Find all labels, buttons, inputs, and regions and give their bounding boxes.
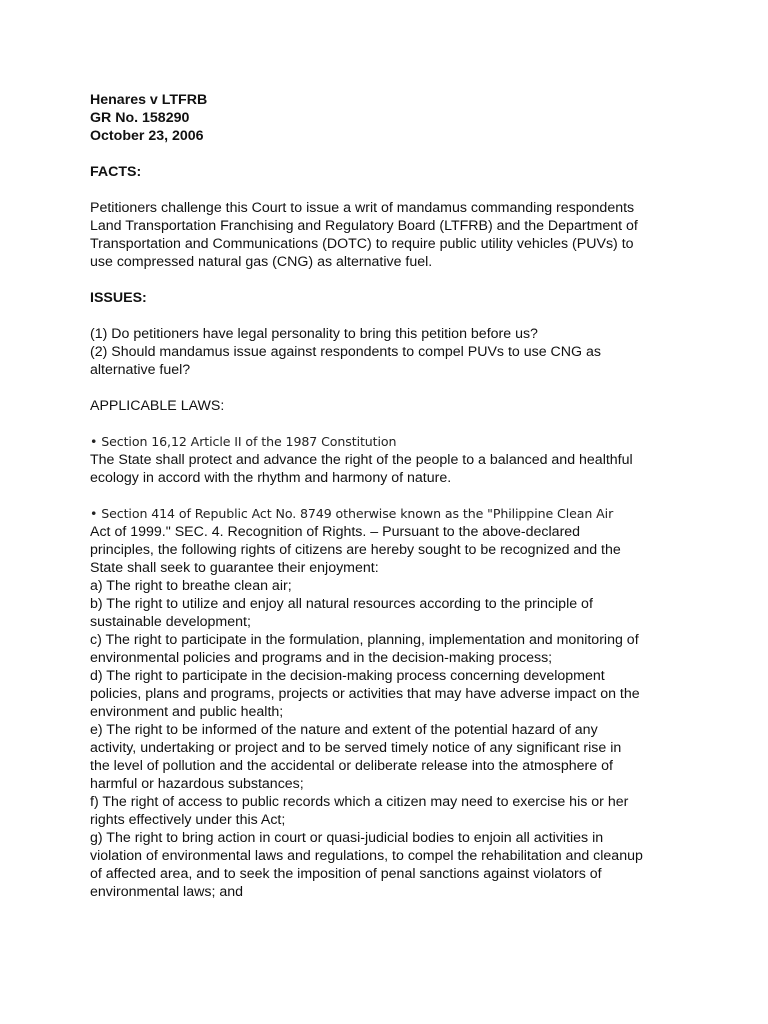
law-citation-end: Act of 1999." bbox=[90, 524, 171, 540]
facts-line: use compressed natural gas (CNG) as alternative fuel. bbox=[90, 254, 433, 270]
law-clean-air-act bbox=[90, 505, 690, 901]
right-item: f) The right of access to public records which a citizen may need to exercise his or her bbox=[90, 794, 629, 810]
issue-line: (2) Should mandamus issue against respondents to compel PUVs to use CNG as bbox=[90, 344, 602, 360]
issues-heading: ISSUES: bbox=[90, 290, 147, 306]
right-item: d) The right to participate in the decision-making process concerning development bbox=[90, 668, 605, 684]
issue-line: alternative fuel? bbox=[90, 362, 191, 378]
facts-line: Transportation and Communications (DOTC) to require public utility vehicles (PUVs) to bbox=[90, 236, 634, 252]
right-item: harmful or hazardous substances; bbox=[90, 776, 304, 792]
law-citation-continued bbox=[90, 523, 690, 541]
law-citation: • Section 16,12 Article II of the 1987 Constitution bbox=[90, 434, 397, 449]
right-item: of affected area, and to seek the imposition of penal sanctions against violators of bbox=[90, 866, 602, 882]
law-constitution bbox=[90, 433, 690, 487]
right-item: violation of environmental laws and regulations, to compel the rehabilitation and cleanup bbox=[90, 848, 643, 864]
law-citation: • Section 414 of Republic Act No. 8749 otherwise known as the "Philippine Clean Air bbox=[90, 506, 614, 521]
law-text-line: State shall seek to guarantee their enjoyment: bbox=[90, 560, 379, 576]
document-page bbox=[90, 91, 690, 901]
right-item: activity, undertaking or project and to be served timely notice of any significant rise in bbox=[90, 740, 622, 756]
case-title: Henares v LTFRB bbox=[90, 92, 208, 108]
sec4-heading: SEC. 4. Recognition of Rights. – Pursuant to the above-declared bbox=[170, 524, 581, 540]
right-item: g) The right to bring action in court or quasi-judicial bodies to enjoin all activities in bbox=[90, 830, 604, 846]
right-item: c) The right to participate in the formulation, planning, implementation and monitoring of bbox=[90, 632, 639, 648]
right-item: b) The right to utilize and enjoy all natural resources according to the principle of bbox=[90, 596, 593, 612]
applicable-laws-heading: APPLICABLE LAWS: bbox=[90, 398, 225, 414]
law-text-line: ecology in accord with the rhythm and harmony of nature. bbox=[90, 470, 452, 486]
right-item: environmental laws; and bbox=[90, 884, 243, 900]
issue-line: (1) Do petitioners have legal personality to bring this petition before us? bbox=[90, 326, 538, 342]
right-item: a) The right to breathe clean air; bbox=[90, 578, 292, 594]
right-item: environmental policies and programs and in the decision-making process; bbox=[90, 650, 553, 666]
facts-heading: FACTS: bbox=[90, 164, 142, 180]
right-item: e) The right to be informed of the nature and extent of the potential hazard of any bbox=[90, 722, 598, 738]
decision-date: October 23, 2006 bbox=[90, 128, 204, 144]
facts-line: Land Transportation Franchising and Regulatory Board (LTFRB) and the Department of bbox=[90, 218, 638, 234]
law-text-line: The State shall protect and advance the right of the people to a balanced and healthful bbox=[90, 452, 633, 468]
right-item: rights effectively under this Act; bbox=[90, 812, 286, 828]
right-item: the level of pollution and the accidental or deliberate release into the atmosphere of bbox=[90, 758, 613, 774]
issues-list bbox=[90, 325, 690, 379]
facts-line: Petitioners challenge this Court to issue a writ of mandamus commanding respondents bbox=[90, 200, 635, 216]
right-item: policies, plans and programs, projects or activities that may have adverse impact on the bbox=[90, 686, 640, 702]
law-text-line: principles, the following rights of citizens are hereby sought to be recognized and the bbox=[90, 542, 621, 558]
right-item: environment and public health; bbox=[90, 704, 284, 720]
gr-number: GR No. 158290 bbox=[90, 110, 190, 126]
right-item: sustainable development; bbox=[90, 614, 251, 630]
facts-paragraph bbox=[90, 199, 690, 271]
